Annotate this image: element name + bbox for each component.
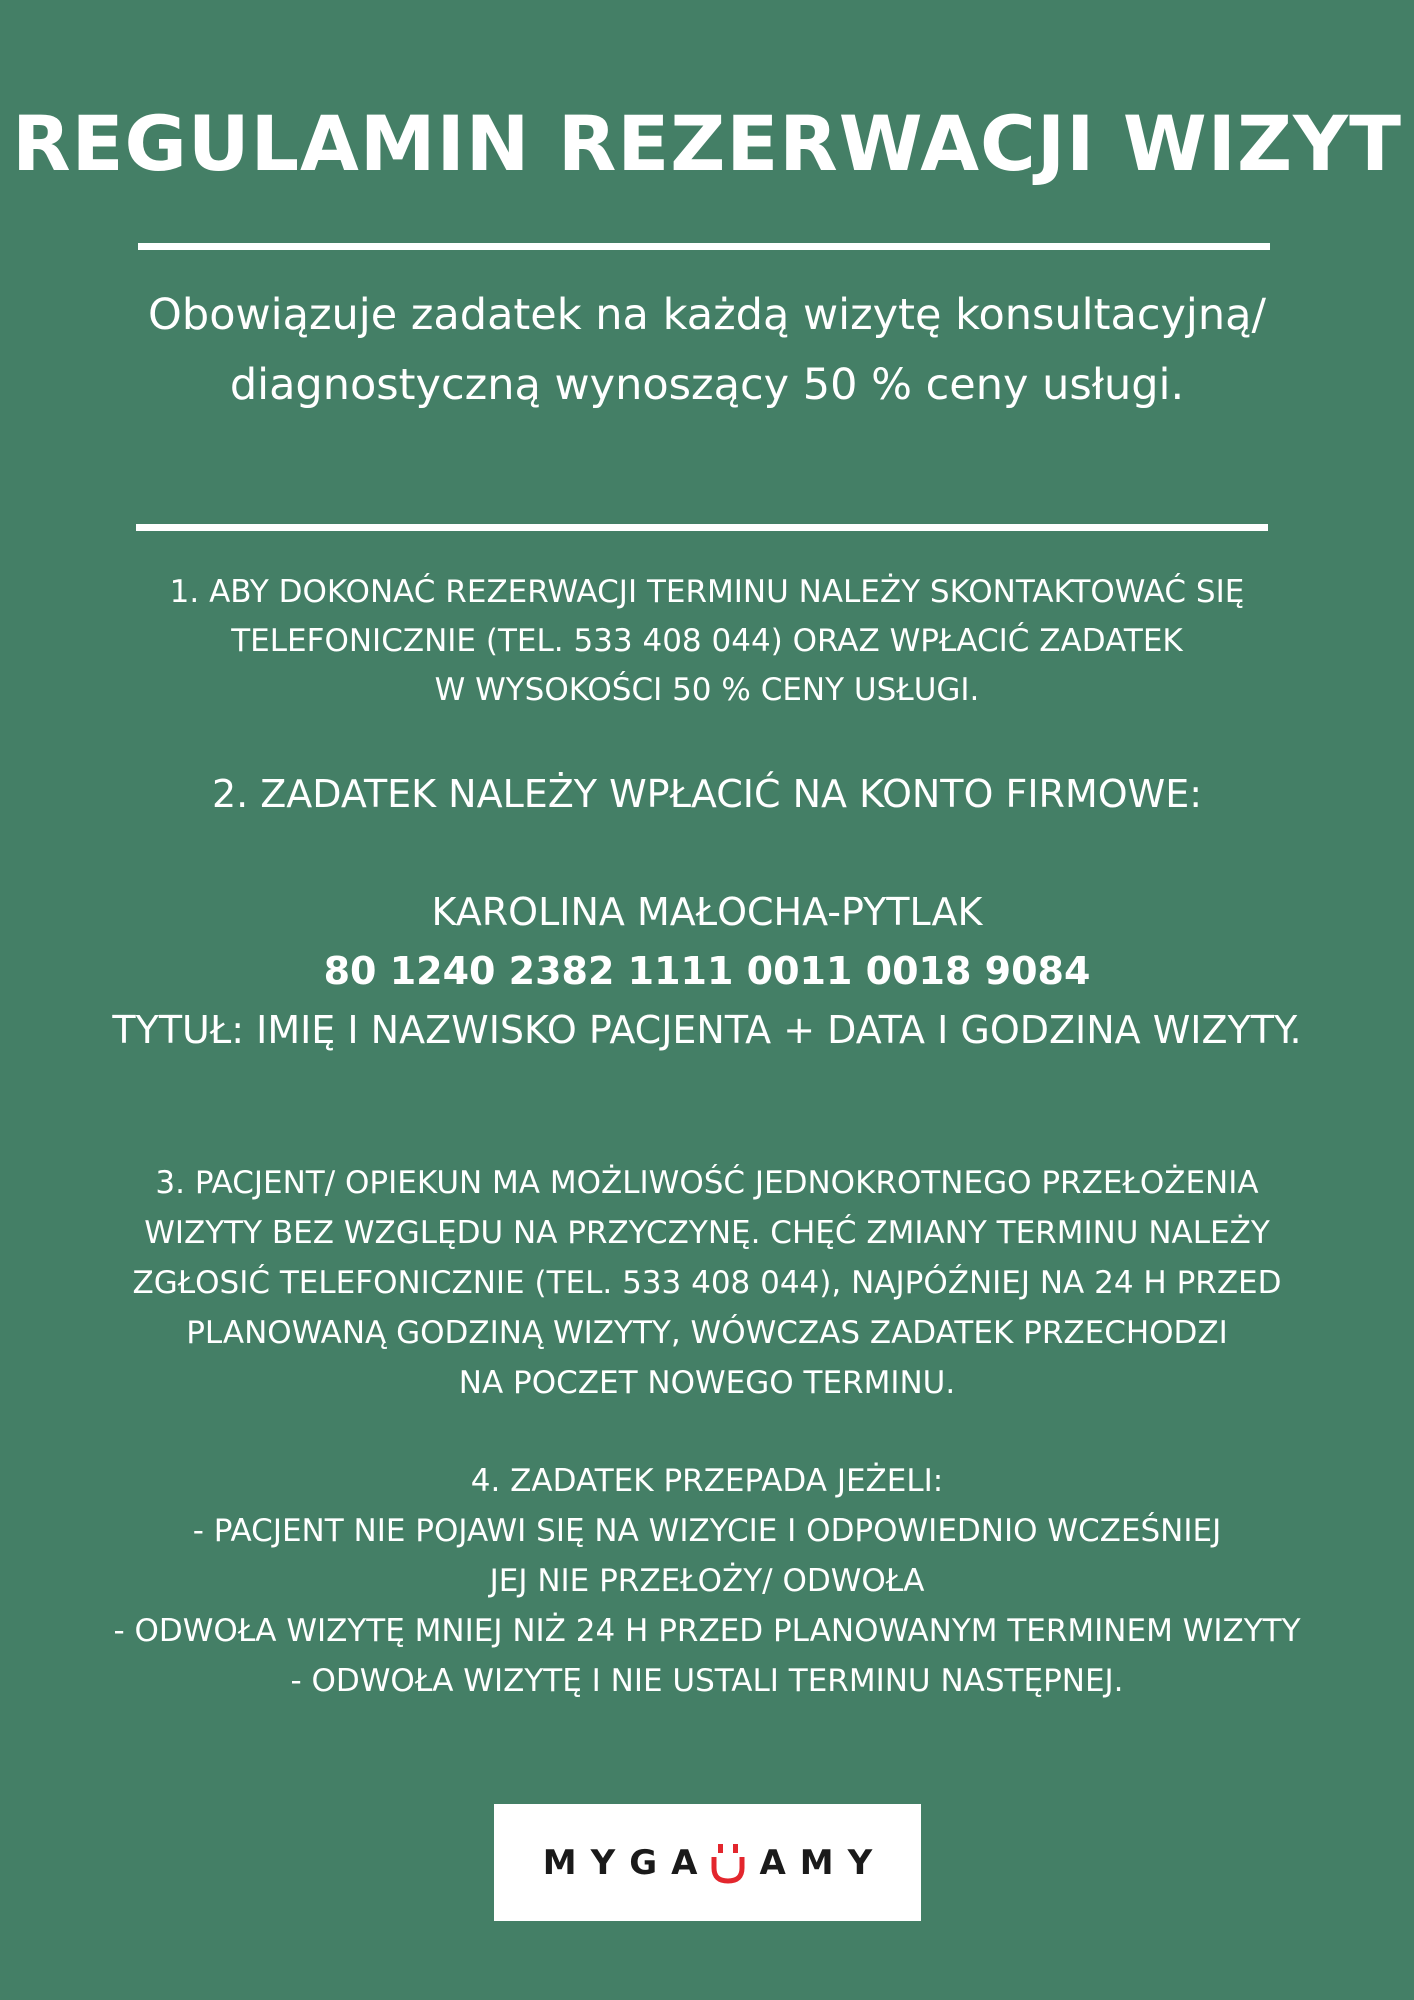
rule-3-rescheduling [0,1158,1414,1408]
rule-line: TELEFONICZNIE (TEL. 533 408 044) ORAZ WPŁACIĆ ZADATEK [231,623,1183,659]
divider-bottom [136,524,1268,531]
rule-line: ZGŁOSIĆ TELEFONICZNIE (TEL. 533 408 044), NAJPÓŹNIEJ NA 24 H PRZED [132,1265,1282,1301]
rule-line: 3. PACJENT/ OPIEKUN MA MOŻLIWOŚĆ JEDNOKROTNEGO PRZEŁOŻENIA [155,1165,1259,1201]
rule-line: PLANOWANĄ GODZINĄ WIZYTY, WÓWCZAS ZADATEK PRZECHODZI [186,1315,1228,1351]
logo-text-end: AMY [759,1842,887,1883]
brand-logo [494,1804,921,1921]
rule-4-forfeit [0,1456,1414,1706]
rule-line: WIZYTY BEZ WZGLĘDU NA PRZYCZYNĘ. CHĘĆ ZMIANY TERMINU NALEŻY [144,1215,1270,1251]
logo-text-start: MYGA [542,1842,712,1883]
bank-account-details [0,883,1414,1060]
rule-line: 1. ABY DOKONAĆ REZERWACJI TERMINU NALEŻY SKONTAKTOWAĆ SIĘ [169,574,1245,610]
deposit-notice-line: Obowiązuje zadatek na każdą wizytę konsultacyjną/ [148,290,1266,340]
rule-line: NA POCZET NOWEGO TERMINU. [458,1365,956,1401]
rule-line: - PACJENT NIE POJAWI SIĘ NA WIZYCIE I ODPOWIEDNIO WCZEŚNIEJ [192,1513,1222,1549]
account-number: 80 1240 2382 1111 0011 0018 9084 [323,949,1091,993]
rule-line: 2. ZADATEK NALEŻY WPŁACIĆ NA KONTO FIRMOWE: [211,772,1203,816]
rule-line: - ODWOŁA WIZYTĘ MNIEJ NIŻ 24 H PRZED PLANOWANYM TERMINEM WIZYTY [113,1613,1301,1649]
rule-line: 4. ZADATEK PRZEPADA JEŻELI: [470,1463,944,1499]
divider-top [138,243,1270,250]
brand-logo-wordmark [529,1842,886,1884]
deposit-notice [0,280,1414,420]
account-holder: KAROLINA MAŁOCHA-PYTLAK [431,890,983,934]
rule-2-heading [0,766,1414,822]
transfer-title: TYTUŁ: IMIĘ I NAZWISKO PACJENTA + DATA I GODZINA WIZYTY. [112,1008,1302,1052]
rule-line: - ODWOŁA WIZYTĘ I NIE USTALI TERMINU NASTĘPNEJ. [290,1663,1124,1699]
smile-face-icon [711,1842,745,1884]
rule-1-booking [0,568,1414,715]
rule-line: W WYSOKOŚCI 50 % CENY USŁUGI. [434,672,980,708]
page-title: REGULAMIN REZERWACJI WIZYT [12,99,1402,188]
rule-line: JEJ NIE PRZEŁOŻY/ ODWOŁA [489,1563,925,1599]
deposit-notice-line: diagnostyczną wynoszący 50 % ceny usługi. [229,360,1185,410]
